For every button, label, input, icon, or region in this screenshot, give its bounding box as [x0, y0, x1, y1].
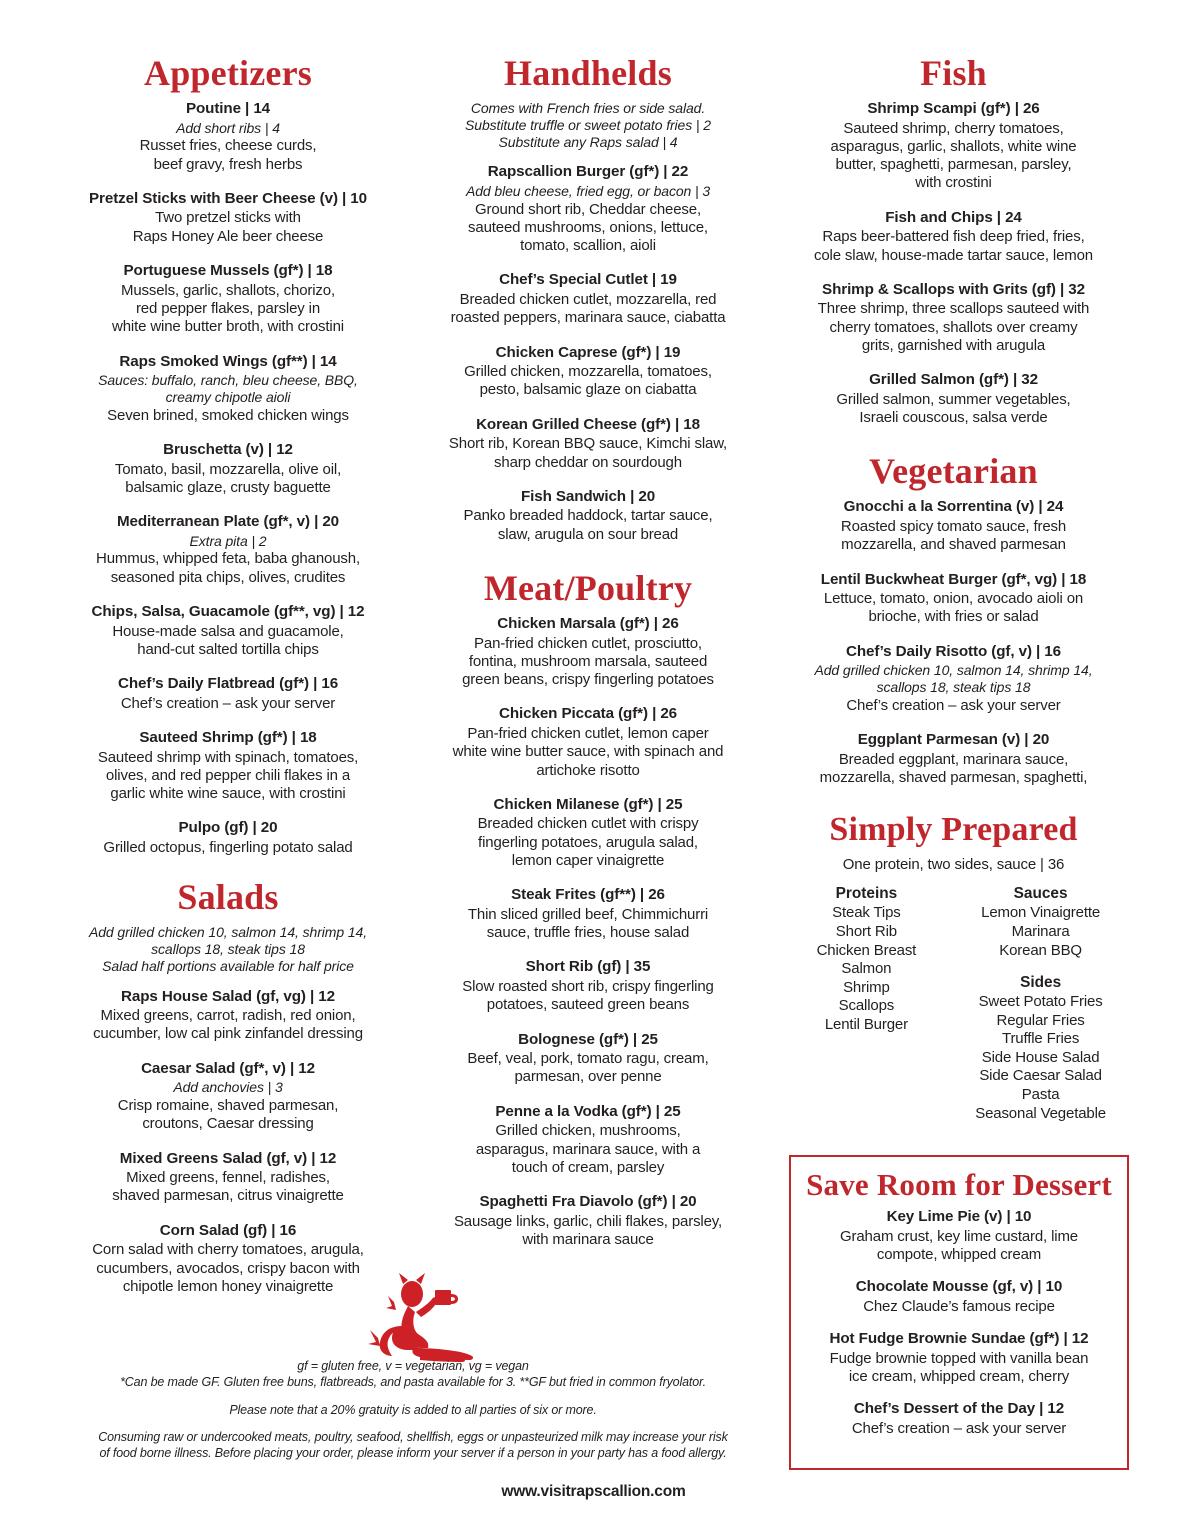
list-item: Sweet Potato Fries: [978, 993, 1103, 1011]
section-title-vegetarian: Vegetarian: [869, 451, 1038, 492]
menu-item-name: Penne a la Vodka (gf*) | 25: [495, 1102, 681, 1120]
menu-item: [772, 643, 1135, 715]
menu-item: [54, 603, 402, 659]
menu-item-name: Fish and Chips | 24: [885, 208, 1022, 226]
list-item: Salmon: [841, 960, 892, 978]
menu-item-name: Shrimp & Scallops with Grits (gf) | 32: [822, 280, 1085, 298]
menu-item: [54, 1222, 402, 1296]
menu-item-description: Chef’s creation – ask your server: [846, 696, 1061, 714]
menu-item-name: Raps Smoked Wings (gf**) | 14: [119, 352, 337, 370]
menu-item-note: Extra pita | 2: [189, 532, 267, 549]
menu-item-name: Chef’s Special Cutlet | 19: [499, 271, 677, 289]
menu-item: [414, 344, 762, 400]
list-item: Truffle Fries: [1001, 1030, 1080, 1048]
section-simply-prepared: [772, 813, 1135, 1123]
menu-item-name: Mixed Greens Salad (gf, v) | 12: [119, 1149, 337, 1167]
footer-gf-note: *Can be made GF. Gluten free buns, flatbreads, and pasta available for 3. **GF but fried in common fryolator.: [120, 1375, 706, 1390]
menu-item-description: Sauteed shrimp, cherry tomatoes, asparagus, garlic, shallots, white wine butter, spaghetti, parmesan, parsley, with crostini: [830, 119, 1077, 192]
menu-item-description: Chef’s creation – ask your server: [851, 1419, 1067, 1437]
menu-item-description: Chef’s creation – ask your server: [120, 694, 336, 712]
menu-item: [414, 1031, 762, 1087]
list-item: Pasta: [1021, 1086, 1060, 1104]
menu-item-note: Sauces: buffalo, ranch, bleu cheese, BBQ, creamy chipotle aioli: [98, 372, 358, 405]
menu-item: [54, 675, 402, 713]
menu-item: [54, 190, 402, 246]
menu-item-name: Eggplant Parmesan (v) | 20: [857, 731, 1050, 749]
menu-item-note: Add grilled chicken 10, salmon 14, shrimp 14, scallops 18, steak tips 18: [814, 662, 1093, 696]
footer-disclaimers: [48, 1358, 778, 1461]
menu-item-name: Chef’s Daily Flatbread (gf*) | 16: [117, 675, 339, 693]
menu-item-name: Corn Salad (gf) | 16: [159, 1221, 297, 1239]
sauces-heading: Sauces: [1013, 885, 1068, 903]
meat-poultry-item-list: [414, 615, 762, 1249]
column-right: [768, 55, 1139, 1145]
menu-item-name: Mediterranean Plate (gf*, v) | 20: [116, 513, 340, 531]
sides-list: [960, 993, 1121, 1123]
list-item: Short Rib: [835, 922, 897, 940]
menu-item: [414, 886, 762, 942]
menu-item: [414, 416, 762, 472]
menu-item-description: Seven brined, smoked chicken wings: [107, 406, 349, 424]
menu-item-name: Sauteed Shrimp (gf*) | 18: [139, 729, 317, 747]
menu-item-name: Chicken Caprese (gf*) | 19: [495, 343, 681, 361]
menu-item: [54, 513, 402, 587]
salads-item-list: [54, 988, 402, 1297]
menu-item-description: Corn salad with cherry tomatoes, arugula, cucumbers, avocados, crispy bacon with chipotle lemon honey vinaigrette: [92, 1241, 364, 1295]
menu-item-description: Ground short rib, Cheddar cheese, sauteed mushrooms, onions, lettuce, tomato, scallion, aioli: [468, 200, 708, 255]
menu-item-name: Lentil Buckwheat Burger (gf*, vg) | 18: [820, 570, 1087, 588]
fish-item-list: [772, 100, 1135, 427]
menu-item: [414, 1193, 762, 1249]
menu-item: [414, 163, 762, 255]
section-vegetarian: [772, 453, 1135, 787]
menu-item: [772, 371, 1135, 427]
section-title-handhelds: Handhelds: [504, 53, 672, 93]
menu-item-name: Gnocchi a la Sorrentina (v) | 24: [843, 498, 1064, 516]
menu-item: [772, 731, 1135, 787]
menu-item-description: Grilled chicken, mozzarella, tomatoes, pesto, balsamic glaze on ciabatta: [464, 363, 712, 399]
menu-item-name: Steak Frites (gf**) | 26: [511, 886, 665, 904]
menu-item-description: Fudge brownie topped with vanilla bean ice cream, whipped cream, cherry: [829, 1349, 1089, 1385]
section-title-dessert: Save Room for Dessert: [806, 1167, 1112, 1202]
appetizers-item-list: [54, 100, 402, 857]
menu-item: [772, 571, 1135, 627]
website-url[interactable]: www.visitrapscallion.com: [501, 1483, 686, 1500]
menu-item-description: Breaded chicken cutlet with crispy fingerling potatoes, arugula salad, lemon caper vinaigrette: [477, 815, 699, 870]
menu-item-description: Pan-fried chicken cutlet, prosciutto, fontina, mushroom marsala, sauteed green beans, crispy fingerling potatoes: [462, 634, 714, 689]
menu-item: [772, 100, 1135, 193]
menu-item-name: Hot Fudge Brownie Sundae (gf*) | 12: [829, 1329, 1089, 1347]
menu-item: [54, 262, 402, 336]
column-left: [48, 55, 408, 1318]
menu-item-description: Lettuce, tomato, onion, avocado aioli on brioche, with fries or salad: [823, 590, 1084, 626]
list-item: Scallops: [838, 997, 895, 1015]
menu-item-description: Short rib, Korean BBQ sauce, Kimchi slaw, sharp cheddar on sourdough: [448, 435, 728, 471]
menu-item: [772, 498, 1135, 554]
menu-item-note: Add anchovies | 3: [173, 1079, 283, 1096]
sides-heading: Sides: [1020, 974, 1062, 992]
menu-item-description: House-made salsa and guacamole, hand-cut salted tortilla chips: [112, 622, 344, 658]
section-appetizers: [54, 55, 402, 857]
vegetarian-item-list: [772, 498, 1135, 787]
menu-item-description: Mixed greens, fennel, radishes, shaved parmesan, citrus vinaigrette: [112, 1169, 344, 1205]
list-item: Steak Tips: [832, 904, 901, 922]
menu-item-description: Three shrimp, three scallops sauteed with cherry tomatoes, shallots over creamy grits, garnished with arugula: [817, 300, 1090, 355]
menu-item-name: Chef’s Dessert of the Day | 12: [853, 1400, 1065, 1418]
menu-item-name: Chicken Piccata (gf*) | 26: [498, 705, 678, 723]
menu-item-name: Chicken Marsala (gf*) | 26: [497, 615, 679, 633]
menu-columns: [48, 55, 1139, 1318]
menu-item-description: Sauteed shrimp with spinach, tomatoes, olives, and red pepper chili flakes in a garlic white wine sauce, with crostini: [97, 748, 359, 803]
menu-item: [54, 988, 402, 1044]
dessert-box: [789, 1155, 1129, 1470]
menu-item-description: Grilled salmon, summer vegetables, Israeli couscous, salsa verde: [836, 390, 1071, 427]
menu-item-description: Sausage links, garlic, chili flakes, parsley, with marinara sauce: [453, 1212, 723, 1249]
list-item: Side Caesar Salad: [979, 1067, 1102, 1085]
menu-item-name: Raps House Salad (gf, vg) | 12: [121, 987, 335, 1005]
section-meat-poultry: [414, 570, 762, 1249]
menu-item: [805, 1278, 1113, 1316]
menu-item: [54, 729, 402, 803]
list-item: Chicken Breast: [816, 941, 917, 959]
menu-item: [54, 441, 402, 497]
menu-item-name: Grilled Salmon (gf*) | 32: [869, 371, 1038, 389]
menu-item: [805, 1330, 1113, 1386]
menu-item-name: Caesar Salad (gf*, v) | 12: [141, 1059, 315, 1077]
menu-item-note: Add short ribs | 4: [176, 119, 280, 136]
menu-item-name: Spaghetti Fra Diavolo (gf*) | 20: [479, 1193, 697, 1211]
list-item: Lentil Burger: [824, 1015, 908, 1033]
menu-item: [54, 100, 402, 174]
menu-item-name: Korean Grilled Cheese (gf*) | 18: [476, 415, 700, 433]
menu-item-name: Shrimp Scampi (gf*) | 26: [867, 100, 1040, 117]
menu-item-description: Crisp romaine, shaved parmesan, croutons, Caesar dressing: [117, 1097, 339, 1133]
section-title-fish: Fish: [920, 53, 987, 93]
simply-prepared-proteins: [786, 885, 947, 1034]
menu-item-description: Two pretzel sticks with Raps Honey Ale beer cheese: [132, 209, 324, 245]
menu-item-name: Bolognese (gf*) | 25: [518, 1030, 658, 1048]
menu-item-description: Breaded eggplant, marinara sauce, mozzarella, shaved parmesan, spaghetti,: [819, 750, 1088, 787]
menu-item-description: Tomato, basil, mozzarella, olive oil, balsamic glaze, crusty baguette: [114, 460, 342, 496]
menu-item: [414, 958, 762, 1014]
section-title-simply-prepared: Simply Prepared: [829, 811, 1078, 849]
menu-item-description: Grilled chicken, mushrooms, asparagus, marinara sauce, with a touch of cream, parsley: [475, 1122, 701, 1176]
menu-item: [414, 1103, 762, 1177]
menu-item: [54, 819, 402, 857]
section-fish: [772, 55, 1135, 427]
section-title-appetizers: Appetizers: [144, 53, 312, 93]
menu-item-description: Mixed greens, carrot, radish, red onion, cucumber, low cal pink zinfandel dressing: [93, 1007, 363, 1043]
menu-item-name: Chips, Salsa, Guacamole (gf**, vg) | 12: [91, 603, 365, 621]
menu-item-description: Hummus, whipped feta, baba ghanoush, seasoned pita chips, olives, crudites: [96, 550, 360, 586]
menu-item: [772, 209, 1135, 265]
menu-item-note: Add bleu cheese, fried egg, or bacon | 3: [465, 182, 711, 199]
menu-item-name: Bruschetta (v) | 12: [163, 440, 293, 458]
menu-item-description: Mussels, garlic, shallots, chorizo, red pepper flakes, parsley in white wine butter broth, with crostini: [112, 281, 344, 336]
salads-section-note: Add grilled chicken 10, salmon 14, shrimp 14, scallops 18, steak tips 18 Salad half portions available for half price: [89, 924, 367, 975]
section-handhelds: [414, 55, 762, 544]
section-title-salads: Salads: [177, 877, 279, 918]
dessert-item-list: [805, 1208, 1113, 1438]
menu-item-description: Slow roasted short rib, crispy fingerling potatoes, sauteed green beans: [462, 978, 714, 1014]
menu-item-description: Pan-fried chicken cutlet, lemon caper white wine butter sauce, with spinach and artichoke risotto: [452, 725, 724, 779]
menu-item-name: Chef’s Daily Risotto (gf, v) | 16: [845, 642, 1061, 660]
menu-item-description: Raps beer-battered fish deep fried, fries, cole slaw, house-made tartar sauce, lemon: [814, 228, 1093, 264]
menu-item: [54, 1150, 402, 1206]
menu-item: [805, 1208, 1113, 1264]
menu-item-description: Breaded chicken cutlet, mozzarella, red roasted peppers, marinara sauce, ciabatta: [450, 291, 726, 327]
footer-gratuity: Please note that a 20% gratuity is added to all parties of six or more.: [229, 1402, 597, 1417]
menu-item-description: Russet fries, cheese curds, beef gravy, fresh herbs: [139, 137, 317, 173]
menu-item-description: Graham crust, key lime custard, lime compote, whipped cream: [840, 1227, 1078, 1263]
section-salads: [54, 879, 402, 1296]
list-item: Regular Fries: [996, 1011, 1085, 1029]
menu-item: [414, 615, 762, 689]
menu-item-name: Fish Sandwich | 20: [520, 487, 656, 505]
menu-item-description: Roasted spicy tomato sauce, fresh mozzarella, and shaved parmesan: [840, 518, 1067, 554]
menu-item: [414, 271, 762, 327]
menu-item: [54, 353, 402, 425]
list-item: Korean BBQ: [999, 941, 1082, 959]
simply-prepared-sauces-sides: [960, 885, 1121, 1123]
list-item: Seasonal Vegetable: [975, 1104, 1106, 1122]
menu-item: [414, 796, 762, 870]
simply-prepared-grid: [772, 885, 1135, 1123]
menu-item-name: Chicken Milanese (gf*) | 25: [493, 795, 683, 813]
list-item: Marinara: [1011, 922, 1070, 940]
handhelds-section-note: Comes with French fries or side salad. Substitute truffle or sweet potato fries | 2 Substitute any Raps salad | 4: [465, 100, 711, 151]
section-title-meat-poultry: Meat/Poultry: [483, 568, 693, 609]
menu-item-name: Pretzel Sticks with Beer Cheese (v) | 10: [89, 189, 367, 207]
menu-item-description: Chez Claude’s famous recipe: [863, 1297, 1055, 1315]
menu-item-description: Beef, veal, pork, tomato ragu, cream, parmesan, over penne: [467, 1050, 709, 1086]
proteins-list: [786, 904, 947, 1034]
menu-item-name: Rapscallion Burger (gf*) | 22: [487, 163, 689, 181]
list-item: Shrimp: [843, 978, 890, 996]
menu-item: [54, 1060, 402, 1134]
menu-item: [772, 281, 1135, 355]
menu-item-name: Portuguese Mussels (gf*) | 18: [123, 262, 333, 280]
menu-item: [805, 1400, 1113, 1438]
menu-item: [414, 705, 762, 779]
footer-allergy: Consuming raw or undercooked meats, poultry, seafood, shellfish, eggs or unpasteurized milk may increase your risk of food borne illness. Before placing your order, please inform your server if a person in your party has a food allergy.: [98, 1429, 728, 1460]
menu-item-description: Grilled octopus, fingerling potato salad: [103, 839, 353, 856]
handhelds-item-list: [414, 163, 762, 544]
list-item: Side House Salad: [981, 1048, 1100, 1066]
list-item: Lemon Vinaigrette: [981, 904, 1101, 922]
devil-mascot-icon: [358, 1268, 478, 1368]
menu-item-name: Chocolate Mousse (gf, v) | 10: [855, 1278, 1063, 1296]
menu-item-name: Key Lime Pie (v) | 10: [886, 1208, 1032, 1225]
menu-item-name: Poutine | 14: [185, 100, 271, 117]
sauces-list: [960, 904, 1121, 960]
footer-legend: gf = gluten free, v = vegetarian, vg = vegan: [297, 1359, 529, 1373]
menu-item-name: Pulpo (gf) | 20: [178, 819, 278, 837]
menu-item-description: Panko breaded haddock, tartar sauce, slaw, arugula on sour bread: [463, 507, 713, 543]
menu-item: [414, 488, 762, 544]
menu-item-description: Thin sliced grilled beef, Chimmichurri sauce, truffle fries, house salad: [467, 905, 709, 942]
column-middle: [408, 55, 768, 1271]
proteins-heading: Proteins: [835, 885, 898, 903]
menu-item-name: Short Rib (gf) | 35: [525, 958, 651, 976]
simply-prepared-subtitle: One protein, two sides, sauce | 36: [842, 856, 1065, 874]
